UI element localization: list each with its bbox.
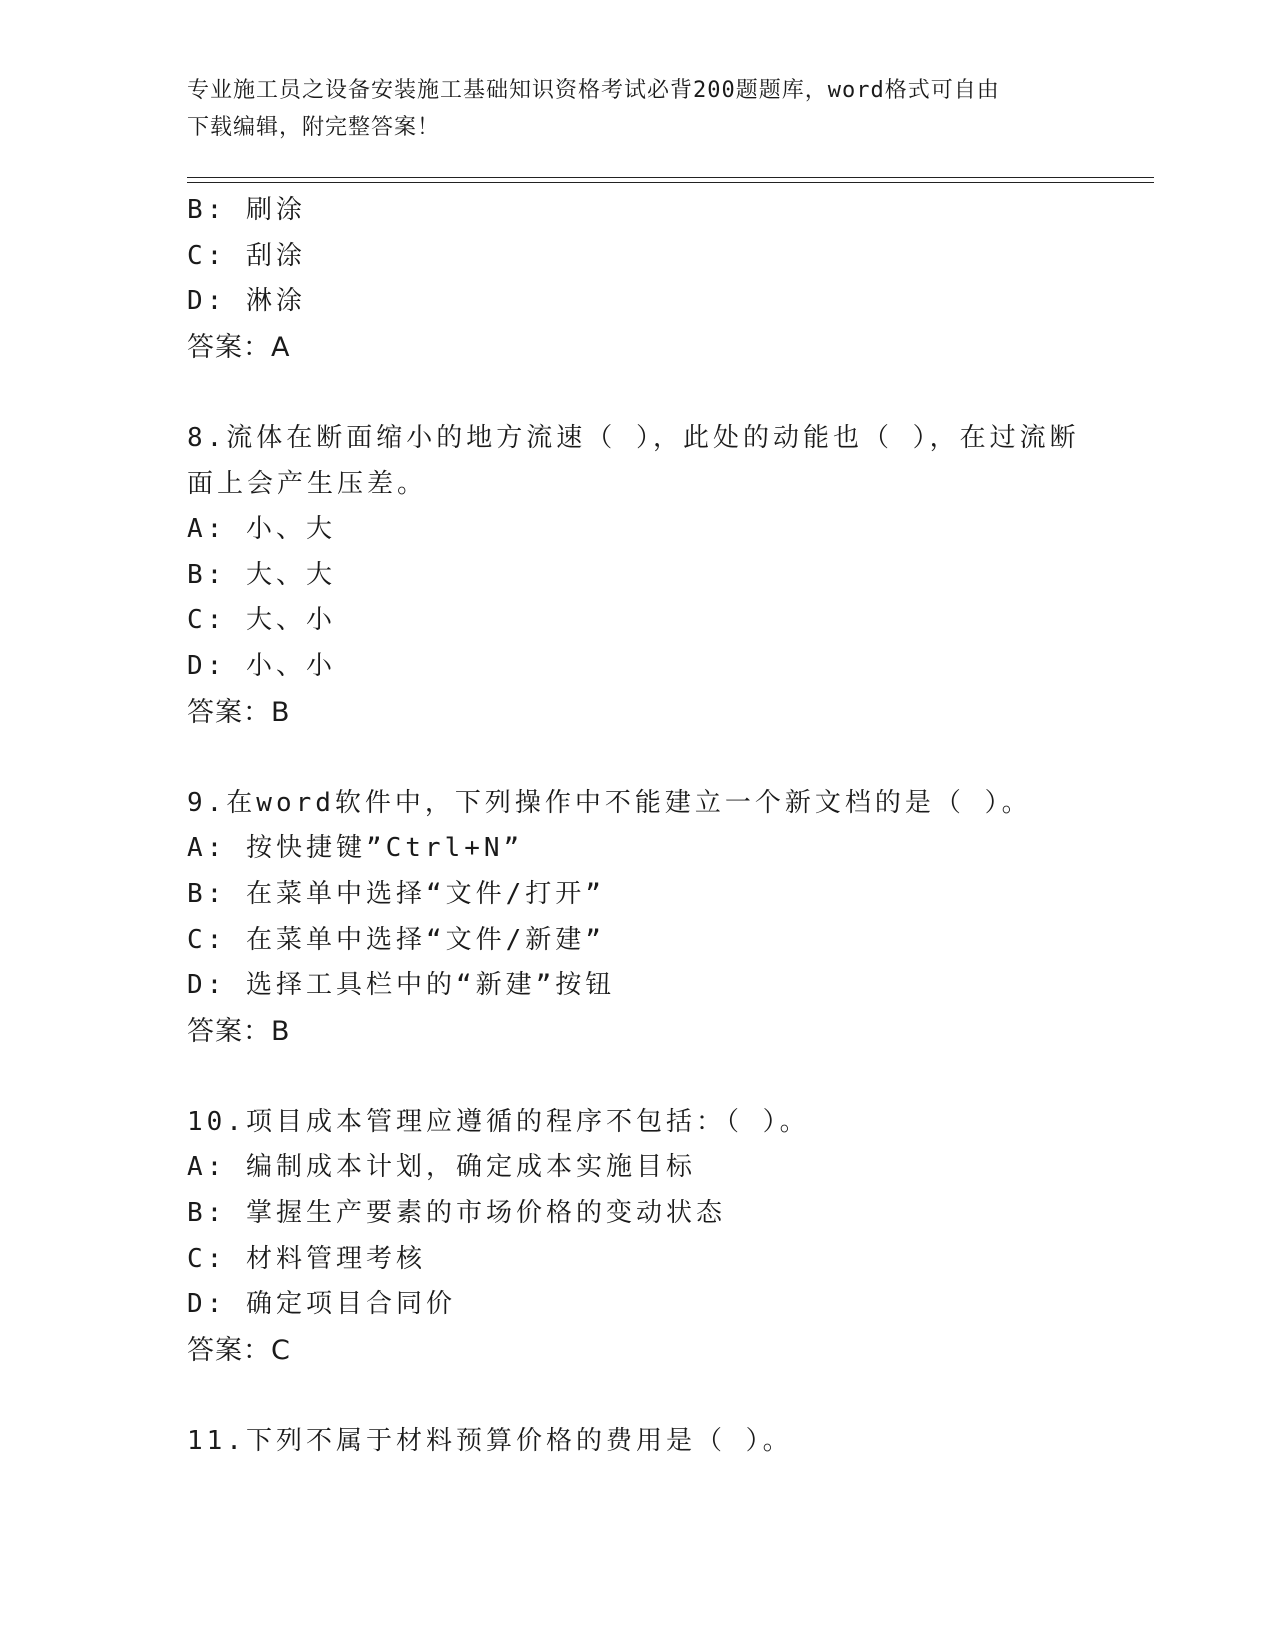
option-c: C: 材料管理考核	[187, 1243, 426, 1274]
question-9	[187, 781, 1087, 1055]
question-list	[187, 188, 1087, 1465]
spacer	[187, 370, 1087, 416]
option-c: C: 刮涂	[187, 240, 306, 271]
header-title-line2: 下载编辑，附完整答案！	[187, 115, 441, 140]
option-a: A: 小、大	[187, 514, 336, 545]
option-d: D: 淋涂	[187, 286, 306, 317]
document-header	[187, 72, 1067, 146]
option-b: B: 刷涂	[187, 195, 306, 225]
answer-line: 答案：C	[187, 1334, 291, 1366]
question-stem-continued: 面上会产生压差。	[187, 468, 428, 499]
header-divider-top	[187, 177, 1154, 178]
option-d: D: 选择工具栏中的“新建”按钮	[187, 970, 616, 1001]
option-b: B: 大、大	[187, 559, 336, 590]
option-d: D: 确定项目合同价	[187, 1289, 456, 1320]
question-8	[187, 416, 1087, 735]
option-b: B: 在菜单中选择“文件/打开”	[187, 878, 605, 909]
option-d: D: 小、小	[187, 650, 336, 681]
header-title-line1: 专业施工员之设备安装施工基础知识资格考试必背200题题库，word格式可自由	[187, 78, 1000, 103]
spacer	[187, 1054, 1087, 1100]
option-a: A: 按快捷键”Ctrl+N”	[187, 833, 524, 864]
answer-line: 答案：B	[187, 696, 291, 728]
question-7-tail	[187, 188, 1087, 370]
question-stem: 11.下列不属于材料预算价格的费用是（ ）。	[187, 1426, 793, 1457]
answer-line: 答案：A	[187, 331, 291, 363]
question-10	[187, 1100, 1087, 1374]
question-11	[187, 1419, 1087, 1465]
question-stem: 9.在word软件中，下列操作中不能建立一个新文档的是（ ）。	[187, 787, 1032, 818]
header-divider-bottom	[187, 182, 1154, 183]
option-a: A: 编制成本计划，确定成本实施目标	[187, 1152, 696, 1183]
option-c: C: 大、小	[187, 605, 336, 636]
option-b: B: 掌握生产要素的市场价格的变动状态	[187, 1198, 726, 1229]
spacer	[187, 1373, 1087, 1419]
question-stem: 8.流体在断面缩小的地方流速（ ），此处的动能也（ ），在过流断	[187, 422, 1080, 453]
answer-line: 答案：B	[187, 1015, 291, 1047]
question-stem: 10.项目成本管理应遵循的程序不包括：（ ）。	[187, 1106, 810, 1137]
spacer	[187, 735, 1087, 781]
option-c: C: 在菜单中选择“文件/新建”	[187, 924, 605, 955]
